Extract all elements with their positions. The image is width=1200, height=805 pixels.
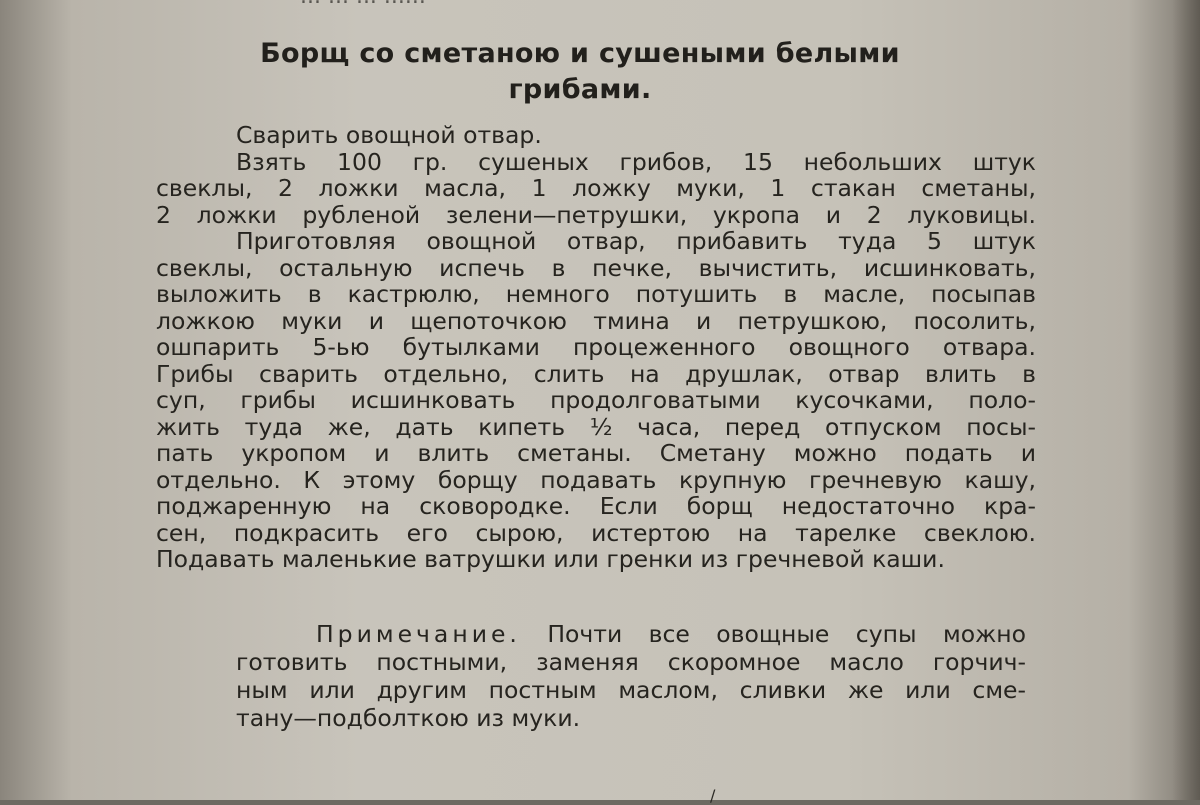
recipe-title-line-1: Борщ со сметаною и сушеными белыми: [260, 38, 900, 69]
body-line: ложкою муки и щепоточкою тмина и петрушкою, посолить,: [156, 306, 1036, 335]
body-line: Взять 100 гр. сушеных грибов, 15 небольших штук: [236, 147, 1036, 176]
note-block: [236, 620, 1026, 732]
body-line: Подавать маленькие ватрушки или гренки из гречневой каши.: [156, 545, 945, 573]
note-label: Примечание.: [316, 620, 521, 648]
body-line: жить туда же, дать кипеть ½ часа, перед отпуском посы-: [156, 412, 1036, 441]
cut-off-previous-line: [300, 0, 630, 8]
body-line: Сварить овощной отвар.: [236, 121, 542, 149]
body-line: Приготовляя овощной отвар, прибавить туда 5 штук: [236, 227, 1036, 255]
body-line: свеклы, остальную испечь в печке, вычистить, исшинковать,: [156, 253, 1036, 282]
recipe-body: [156, 122, 1036, 573]
bottom-cut-off-mark: /: [710, 786, 716, 805]
body-line: выложить в кастрюлю, немного потушить в масле, посыпав: [156, 280, 1036, 308]
body-line: 2 ложки рубленой зелени—петрушки, укропа и 2 луковицы.: [156, 200, 1036, 229]
note-line: готовить постными, заменяя скоромное масло горчич-: [236, 648, 1026, 676]
body-line: ошпарить 5-ью бутылками процеженного овощного отвара.: [156, 333, 1036, 361]
body-line: суп, грибы исшинковать продолговатыми кусочками, поло-: [156, 386, 1036, 414]
note-line: тану—подболткою из муки.: [236, 704, 581, 732]
page-edge-shadow: [1172, 0, 1200, 800]
body-line: сен, подкрасить его сырою, истертою на тарелке свеклою.: [156, 518, 1036, 547]
body-line: поджаренную на сковородке. Если борщ недостаточно кра-: [156, 492, 1036, 520]
body-line: Грибы сварить отдельно, слить на друшлак, отвар влить в: [156, 359, 1036, 388]
note-first-line: [236, 620, 1026, 648]
recipe-title-line-2: грибами.: [508, 74, 652, 105]
recipe-title: [200, 36, 960, 108]
body-line: пать укропом и влить сметаны. Сметану можно подать и: [156, 439, 1036, 467]
body-line: отдельно. К этому борщу подавать крупную гречневую кашу,: [156, 465, 1036, 494]
note-line: ным или другим постным маслом, сливки же или сме-: [236, 676, 1026, 704]
note-first-line-text: Почти все овощные супы можно: [547, 620, 1026, 648]
body-line: свеклы, 2 ложки масла, 1 ложку муки, 1 стакан сметаны,: [156, 174, 1036, 202]
